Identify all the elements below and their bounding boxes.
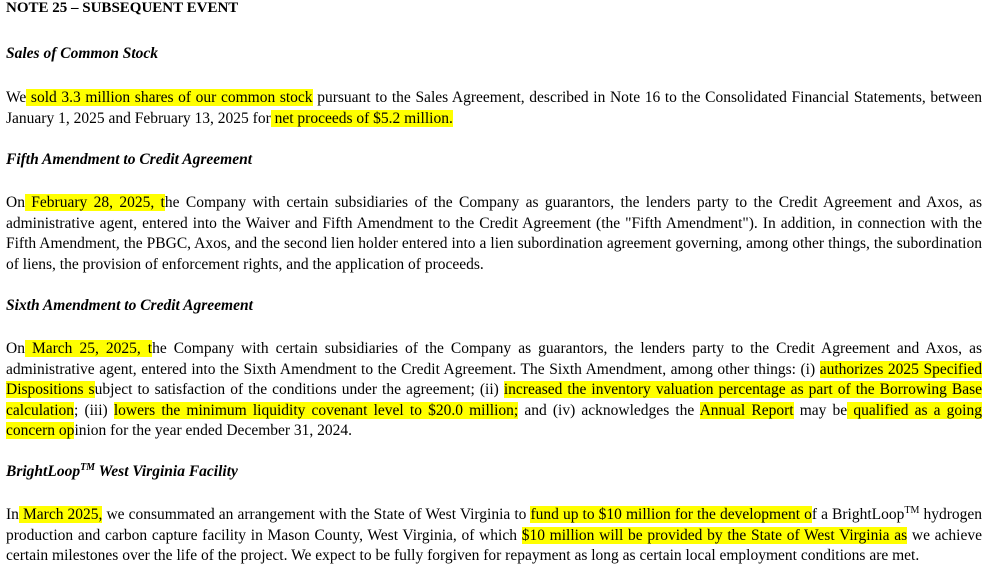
highlighted-text: increased the inventory valuation percentage as part of the Borrowing Base calculation (6, 381, 982, 419)
trademark-superscript: TM (904, 504, 920, 516)
highlighted-text: net proceeds of $5.2 million. (270, 109, 453, 127)
section-title-sales-of-common-stock: Sales of Common Stock (6, 45, 159, 62)
paragraph-text: On (6, 340, 25, 357)
highlighted-text: authorizes 2025 Specified Dispositions s (6, 360, 982, 398)
paragraph-text: he Company with certain subsidiaries of the Company as guarantors, the lenders party to the Credit Agreement and Axos, as administrative agent, entered into the Sixth Amendment to the Credit Agreement. The Sixth Amendment, among other things: (i) (6, 340, 982, 378)
highlighted-text: March 2025, (18, 506, 103, 523)
paragraph-brightloop-facility (6, 505, 982, 567)
paragraph-text: inion for the year ended December 31, 2024. (74, 422, 353, 439)
paragraph-text: hydrogen production and carbon capture facility in Mason County, West Virginia, of which (6, 506, 983, 544)
paragraph-sales-of-common-stock (6, 88, 982, 129)
highlighted-text: February 28, 2025, t (24, 194, 165, 211)
highlighted-text: sold 3.3 million shares of our common stock (26, 89, 313, 106)
paragraph-text: pursuant to the Sales Agreement, described in Note 16 to the Consolidated Financial Statements, between January 1, 2025 and February 13, 2025 for (6, 89, 983, 127)
paragraph-sixth-amendment (6, 339, 982, 442)
paragraph-text: we achieve certain milestones over the life of the project. We expect to be fully forgiven for repayment as long as certain local employment conditions are met. (6, 526, 982, 564)
highlighted-text: qualified as a going concern op (6, 401, 982, 439)
paragraph-text: we consummated an arrangement with the State of West Virginia to (102, 506, 531, 523)
paragraph-text: ubject to satisfaction of the conditions under the agreement; (ii) (94, 381, 504, 398)
section-title-fifth-amendment: Fifth Amendment to Credit Agreement (6, 151, 253, 168)
highlighted-text: lowers the minimum liquidity covenant level to $20.0 million; (113, 401, 519, 419)
note-heading: NOTE 25 – SUBSEQUENT EVENT (6, 0, 239, 16)
section-title-brightloop-facility (6, 462, 238, 482)
paragraph-text: may be (793, 401, 848, 419)
paragraph-text: On (6, 194, 25, 211)
section-title-brightloop-rest: West Virginia Facility (95, 463, 238, 480)
paragraph-text: he Company with certain subsidiaries of the Company as guarantors, the lenders party to the Credit Agreement and Axos, as administrative agent, entered into the Waiver and Fifth Amendment to the Credit Agreement (the "Fifth Amendment"). In addition, in connection with the Fifth Amendment, the PBGC, Axos, and the second lien holder entered into a lien subordination agreement governing, among other things, the subordination of liens, the provision of enforcement rights, and the application of proceeds. (6, 194, 982, 273)
highlighted-text: fund up to $10 million for the development o (530, 506, 812, 523)
paragraph-text: and (iv) acknowledges the (518, 401, 700, 419)
highlighted-text: Annual Report (699, 401, 794, 419)
highlighted-text: $10 million will be provided by the State of West Virginia as (521, 526, 908, 544)
highlighted-text: March 25, 2025, t (24, 340, 153, 357)
paragraph-text: We (6, 89, 27, 106)
paragraph-fifth-amendment (6, 193, 982, 275)
paragraph-text: ; (iii) (74, 401, 114, 419)
section-title-brightloop-name: BrightLoop (6, 463, 81, 480)
section-title-trademark: TM (80, 461, 96, 473)
paragraph-text: In (6, 506, 19, 523)
paragraph-text: f a BrightLoop (811, 506, 905, 523)
section-title-sixth-amendment: Sixth Amendment to Credit Agreement (6, 297, 253, 314)
